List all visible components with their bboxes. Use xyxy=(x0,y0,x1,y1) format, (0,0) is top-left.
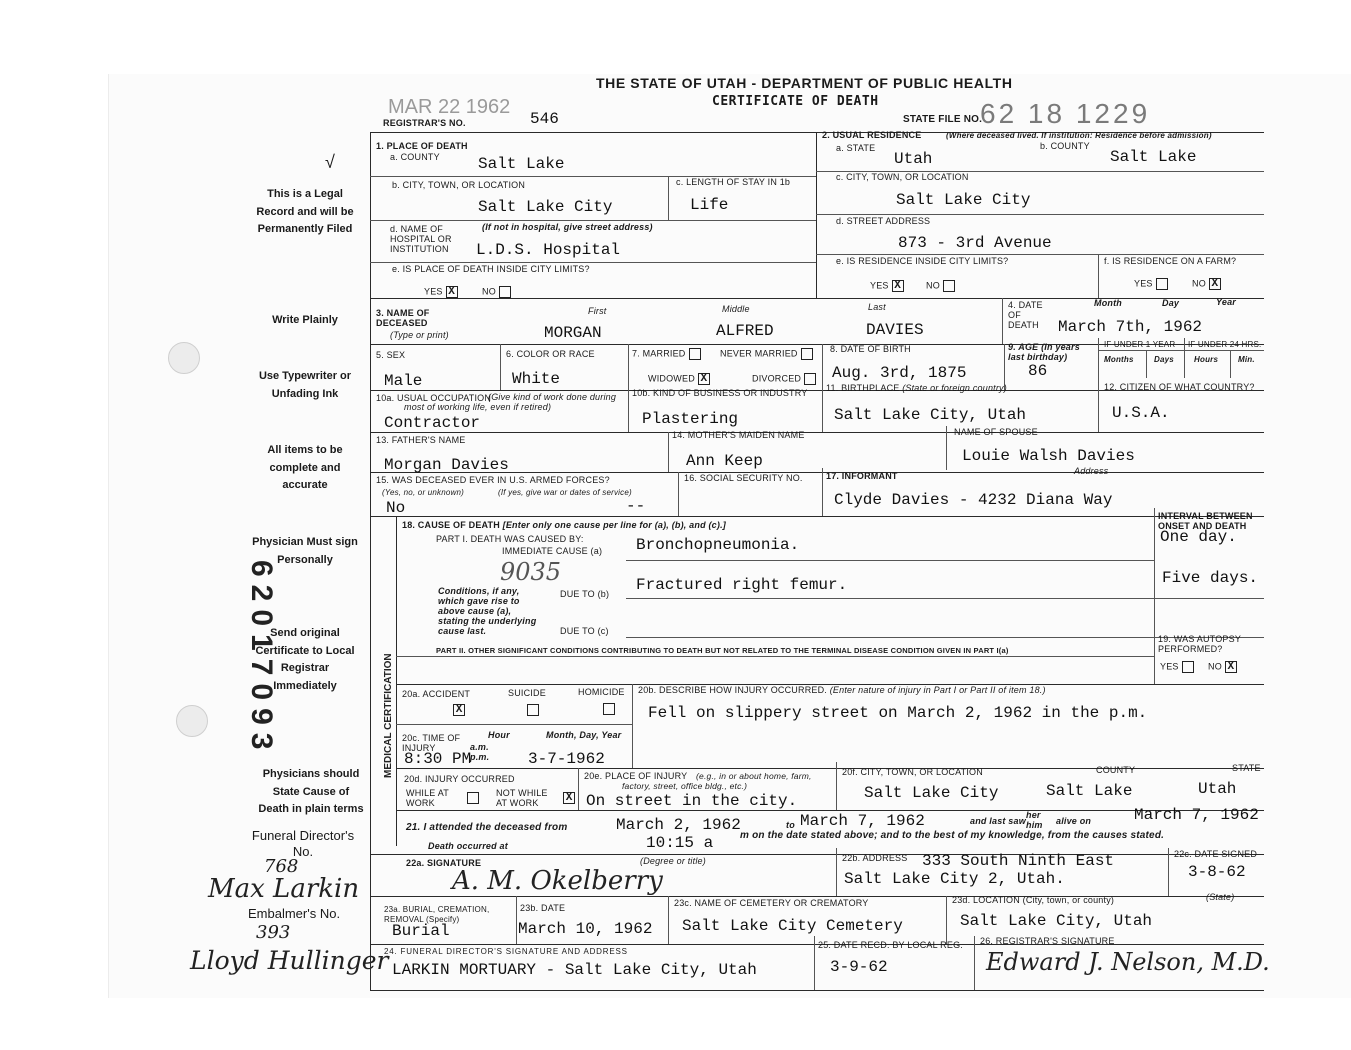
accident-label: 20a. ACCIDENT xyxy=(402,689,471,699)
embalmer-number: 393 xyxy=(256,922,291,943)
divorced-checkbox[interactable] xyxy=(804,373,816,385)
place-of-injury-note: (e.g., in or about home, farm, factory, street, office bldg., etc.) xyxy=(622,771,812,791)
mother-maiden-name-value: Ann Keep xyxy=(686,452,763,470)
date-of-death-label: 4. DATE OF DEATH xyxy=(1008,300,1043,330)
divider-5-6 xyxy=(500,344,501,390)
accident-checkbox[interactable]: X xyxy=(453,704,465,716)
row-line-24 xyxy=(370,944,1264,945)
injury-city-value: Salt Lake City xyxy=(864,784,999,802)
residence-state-label: a. STATE xyxy=(836,143,876,153)
hospital-value: L.D.S. Hospital xyxy=(476,241,621,259)
last-saw-label: and last saw xyxy=(970,816,1026,826)
death-occurred-statement: m on the date stated above; and to the best of my knowledge, from the causes stated. xyxy=(740,830,1165,841)
length-of-stay-label: c. LENGTH OF STAY IN 1b xyxy=(676,177,791,187)
divider-under-a xyxy=(1146,350,1147,378)
divider-23c-23d xyxy=(946,896,947,944)
line-cause-b xyxy=(626,598,1264,599)
due-to-b-label: DUE TO (b) xyxy=(560,589,610,599)
binder-hole-bottom xyxy=(176,705,208,737)
date-signed-label: 22c. DATE SIGNED xyxy=(1174,849,1258,859)
divider-20d-20e xyxy=(578,768,579,810)
row-line-23 xyxy=(370,896,1264,897)
received-date-stamp: MAR 22 1962 xyxy=(388,96,511,118)
row-line-2c xyxy=(816,214,1264,215)
divider-3-4 xyxy=(1002,298,1003,344)
age-value: 86 xyxy=(1028,362,1048,380)
death-inside-city-yes: YES X xyxy=(424,286,458,298)
age-label: 9. AGE (In years last birthday) xyxy=(1008,342,1080,362)
residence-farm-yes-checkbox[interactable] xyxy=(1156,278,1168,290)
cemetery-value: Salt Lake City Cemetery xyxy=(682,917,903,935)
autopsy-no: NO X xyxy=(1208,661,1237,673)
autopsy-yes-checkbox[interactable] xyxy=(1182,661,1194,673)
sidebar-physician-sign: Physician Must sign Personally xyxy=(252,536,358,566)
divider-part2-autopsy xyxy=(1154,630,1155,684)
part1-label: PART I. DEATH WAS CAUSED BY: xyxy=(436,534,584,544)
death-inside-city-label: e. IS PLACE OF DEATH INSIDE CITY LIMITS? xyxy=(392,264,590,274)
sidebar-all-items: All items to be complete and accurate xyxy=(267,444,343,491)
place-of-injury-label: 20e. PLACE OF INJURY xyxy=(584,771,688,781)
divider-20e-20f xyxy=(836,762,837,810)
date-of-birth-label: 8. DATE OF BIRTH xyxy=(830,344,911,354)
divider-9-under xyxy=(1098,338,1099,378)
divider-2e-2f xyxy=(1098,254,1099,298)
race-label: 6. COLOR OR RACE xyxy=(506,349,595,359)
divider-20a-20b xyxy=(632,684,633,768)
place-of-injury-value: On street in the city. xyxy=(586,792,798,810)
row-line-13 xyxy=(370,432,1264,433)
divider-14-spouse xyxy=(946,426,947,470)
while-at-work-label: WHILE AT WORK xyxy=(406,788,449,808)
hours-label: Hours xyxy=(1194,355,1219,364)
attended-to-value: March 7, 1962 xyxy=(800,812,925,830)
part2-label: PART II. OTHER SIGNIFICANT CONDITIONS CONTRIBUTING TO DEATH BUT NOT RELATED TO THE TERMINAL DISEASE CONDITION GIVEN IN PART I(a) xyxy=(436,646,1009,655)
residence-inside-city-no-checkbox[interactable] xyxy=(943,280,955,292)
burial-value: Burial xyxy=(392,922,450,940)
am-pm-label: a.m. p.m. xyxy=(470,742,490,762)
father-name-label: 13. FATHER'S NAME xyxy=(376,435,466,445)
row-line-3 xyxy=(370,298,1264,299)
row-line-18 xyxy=(370,516,1264,517)
alive-on-value: March 7, 1962 xyxy=(1134,806,1259,824)
occupation-label: 10a. USUAL OCCUPATION xyxy=(376,393,492,403)
cause-code-handwritten: 9035 xyxy=(500,558,562,586)
state-file-number: 62 18 1229 xyxy=(980,98,1151,129)
funeral-director-sig-label: 24. FUNERAL DIRECTOR'S SIGNATURE AND ADDRESS xyxy=(384,947,628,956)
embalmer-signature: Lloyd Hullinger xyxy=(190,946,389,975)
spouse-name-value: Louie Walsh Davies xyxy=(962,447,1135,465)
time-of-injury-label: 20c. TIME OF INJURY xyxy=(402,733,461,753)
row-line-1b xyxy=(370,220,816,221)
social-security-label: 16. SOCIAL SECURITY NO. xyxy=(684,473,803,483)
row-line-1d xyxy=(370,262,816,263)
funeral-director-sig-value: LARKIN MORTUARY - Salt Lake City, Utah xyxy=(392,961,757,979)
married-checkbox[interactable] xyxy=(689,348,701,360)
attended-from-value: March 2, 1962 xyxy=(616,816,741,834)
vertical-serial-number-svg xyxy=(218,560,278,820)
mother-maiden-name-label: 14. MOTHER'S MAIDEN NAME xyxy=(672,430,805,440)
divider-11-12 xyxy=(1098,378,1099,432)
medical-section-border xyxy=(396,516,397,846)
form-bottom-border xyxy=(370,990,1264,991)
hospital-label: d. NAME OF HOSPITAL OR INSTITUTION xyxy=(390,224,452,254)
medical-certification-text: MEDICAL CERTIFICATION xyxy=(383,653,394,778)
sidebar-physicians-should: Physicians should State Cause of Death in plain terms xyxy=(258,768,364,815)
physician-address-line2: Salt Lake City 2, Utah. xyxy=(844,870,1065,888)
burial-date-value: March 10, 1962 xyxy=(518,920,653,938)
date-year-label: Year xyxy=(1216,297,1236,307)
divider-under-c xyxy=(1230,350,1231,378)
divider-15-16 xyxy=(678,472,679,516)
divider-10a-10b xyxy=(628,390,629,432)
race-value: White xyxy=(512,370,561,388)
time-of-injury-value: 8:30 PM xyxy=(404,750,472,768)
death-inside-city-no: NO xyxy=(482,286,511,298)
interval-b-value: Five days. xyxy=(1162,569,1259,587)
her-him-label: her him xyxy=(1026,810,1043,830)
form-divider-1-2 xyxy=(816,132,817,298)
attended-to-label: to xyxy=(786,820,795,830)
death-county-label: a. COUNTY xyxy=(390,152,440,162)
date-received-value: 3-9-62 xyxy=(830,958,888,976)
marital-divorced: DIVORCED xyxy=(752,373,816,385)
burial-location-state-label: (State) xyxy=(1206,892,1235,902)
death-inside-city-no-checkbox[interactable] xyxy=(499,286,511,298)
residence-street-value: 873 - 3rd Avenue xyxy=(898,234,1052,252)
death-inside-city-yes-checkbox[interactable]: X xyxy=(446,286,458,298)
citizen-value: U.S.A. xyxy=(1112,404,1170,422)
residence-inside-city-label: e. IS RESIDENCE INSIDE CITY LIMITS? xyxy=(836,256,1009,266)
autopsy-yes: YES xyxy=(1160,661,1194,673)
conditions-note: Conditions, if any, which gave rise to above cause (a), stating the underlying cause last. xyxy=(438,586,537,636)
residence-inside-city-yes-checkbox[interactable]: X xyxy=(892,280,904,292)
divider-interval xyxy=(1154,508,1155,630)
row-line-22 xyxy=(370,854,1264,855)
autopsy-no-checkbox[interactable]: X xyxy=(1225,661,1237,673)
divider-23a-23b xyxy=(516,896,517,944)
divider-7-8 xyxy=(822,344,823,390)
divider-23b-23c xyxy=(668,896,669,944)
divider-under-b xyxy=(1184,338,1185,378)
under-one-year-label: IF UNDER 1 YEAR xyxy=(1104,340,1176,349)
injury-county-label: COUNTY xyxy=(1096,765,1136,775)
medical-certification-vertical xyxy=(378,648,396,783)
informant-label: 17. INFORMANT xyxy=(826,471,898,481)
physician-address-line1: 333 South Ninth East xyxy=(922,852,1115,870)
armed-forces-note-a: (Yes, no, or unknown) xyxy=(382,488,465,497)
residence-street-label: d. STREET ADDRESS xyxy=(836,216,931,226)
state-file-label: STATE FILE NO. xyxy=(903,114,983,125)
date-day-label: Day xyxy=(1162,298,1180,308)
line-cause-a xyxy=(626,560,1154,561)
divider-6-7 xyxy=(628,344,629,390)
injury-city-label: 20f. CITY, TOWN, OR LOCATION xyxy=(842,767,983,777)
injury-occurred-label: 20d. INJURY OCCURRED xyxy=(404,774,515,784)
armed-forces-service: -- xyxy=(626,497,646,515)
suicide-checkbox[interactable] xyxy=(527,704,539,716)
degree-label: (Degree or title) xyxy=(640,856,706,866)
residence-farm-no-checkbox[interactable]: X xyxy=(1209,278,1221,290)
suicide-label: SUICIDE xyxy=(508,688,546,698)
registrar-signature-label: 26. REGISTRAR'S SIGNATURE xyxy=(980,936,1115,946)
binder-hole-top xyxy=(168,342,200,374)
last-name-value: DAVIES xyxy=(866,321,924,339)
armed-forces-label: 15. WAS DECEASED EVER IN U.S. ARMED FORCES? xyxy=(376,475,610,485)
attended-from-label: 21. I attended the deceased from xyxy=(406,822,568,833)
autopsy-label: 19. WAS AUTOPSY PERFORMED? xyxy=(1158,634,1241,654)
row-line-under-age xyxy=(1098,350,1264,351)
form-left-border xyxy=(370,132,371,990)
residence-inside-city-yes: YES X xyxy=(870,280,904,292)
business-value: Plastering xyxy=(642,410,739,428)
death-occurred-time: 10:15 a xyxy=(646,834,714,852)
funeral-director-number: 768 xyxy=(264,856,299,877)
sidebar-send-original: Send original Certificate to Local Registrar Immediately xyxy=(255,627,355,692)
immediate-cause-label: IMMEDIATE CAUSE (a) xyxy=(502,546,603,556)
interval-label: INTERVAL BETWEEN ONSET AND DEATH xyxy=(1158,511,1253,531)
armed-forces-value: No xyxy=(386,499,406,517)
funeral-director-signature: Max Larkin xyxy=(208,874,360,904)
residence-city-value: Salt Lake City xyxy=(896,191,1031,209)
months-label: Months xyxy=(1104,355,1134,364)
first-name-label: First xyxy=(588,306,607,316)
cemetery-label: 23c. NAME OF CEMETERY OR CREMATORY xyxy=(674,898,869,908)
middle-name-label: Middle xyxy=(722,304,750,314)
describe-injury-value: Fell on slippery street on March 2, 1962 in the p.m. xyxy=(648,704,1148,722)
armed-forces-note-b: (If yes, give war or dates of service) xyxy=(498,488,632,497)
birthplace-value: Salt Lake City, Utah xyxy=(834,406,1027,424)
date-of-death-value: March 7th, 1962 xyxy=(1058,318,1203,336)
injury-state-label: STATE xyxy=(1232,763,1261,773)
deceased-name-note: (Type or print) xyxy=(390,330,449,340)
marital-never-married: NEVER MARRIED xyxy=(720,348,813,360)
registrar-signature: Edward J. Nelson, M.D. xyxy=(986,948,1270,976)
usual-residence-label: 2. USUAL RESIDENCE xyxy=(822,130,922,140)
vertical-serial-number: 62017093 xyxy=(245,560,278,758)
sidebar-legal-record: This is a Legal Record and will be Permanently Filed xyxy=(256,188,354,235)
burial-label: 23a. BURIAL, CREMATION, REMOVAL (Specify) xyxy=(384,905,490,924)
father-name-value: Morgan Davies xyxy=(384,456,509,474)
due-to-c-label: DUE TO (c) xyxy=(560,626,609,636)
informant-address-label: Address xyxy=(1074,466,1109,476)
injury-county-value: Salt Lake xyxy=(1046,782,1133,800)
line-part2 xyxy=(396,656,1154,657)
divider-25-26 xyxy=(974,936,975,990)
registrar-no-label: REGISTRAR'S NO. xyxy=(383,118,466,128)
divider-24-25 xyxy=(814,936,815,990)
informant-value: Clyde Davies - 4232 Diana Way xyxy=(834,491,1113,509)
date-signed-value: 3-8-62 xyxy=(1188,863,1246,881)
alive-on-label: alive on xyxy=(1056,816,1092,826)
row-line-2d xyxy=(816,254,1264,255)
homicide-checkbox[interactable] xyxy=(603,703,615,715)
month-day-year-label: Month, Day, Year xyxy=(546,730,622,740)
place-of-death-label: 1. PLACE OF DEATH xyxy=(376,141,468,151)
sidebar-funeral-director-no: Funeral Director's No. xyxy=(251,828,355,859)
deceased-name-label: 3. NAME OF DECEASED xyxy=(376,308,430,328)
days-label: Days xyxy=(1154,355,1174,364)
date-received-label: 25. DATE RECD. BY LOCAL REG. xyxy=(818,940,963,950)
death-county-value: Salt Lake xyxy=(478,155,565,173)
homicide-label: HOMICIDE xyxy=(578,687,625,697)
not-while-at-work-label: NOT WHILE AT WORK xyxy=(496,788,548,808)
burial-date-label: 23b. DATE xyxy=(520,903,566,913)
medical-certification-svg xyxy=(378,648,396,778)
cause-of-death-label: 18. CAUSE OF DEATH [Enter only one cause per line for (a), (b), and (c).] xyxy=(402,520,726,530)
date-month-label: Month xyxy=(1094,298,1122,308)
hour-label: Hour xyxy=(488,730,510,740)
hospital-note: (If not in hospital, give street address) xyxy=(482,222,653,232)
death-occurred-label: Death occurred at xyxy=(428,841,508,851)
residence-farm-label: f. IS RESIDENCE ON A FARM? xyxy=(1104,256,1237,266)
date-of-birth-value: Aug. 3rd, 1875 xyxy=(832,364,967,382)
sidebar-embalmer-no: Embalmer's No. xyxy=(248,906,341,921)
burial-location-label: 23d. LOCATION (City, town, or county) xyxy=(952,895,1115,905)
minutes-label: Min. xyxy=(1238,355,1255,364)
immediate-cause-value: Bronchopneumonia. xyxy=(636,536,800,554)
marital-widowed: WIDOWED X xyxy=(648,373,710,385)
sex-value: Male xyxy=(384,372,423,390)
last-name-label: Last xyxy=(868,302,886,312)
divider-10b-11 xyxy=(822,390,823,432)
residence-state-value: Utah xyxy=(894,150,933,168)
occupation-value: Contractor xyxy=(384,414,481,432)
row-line-20c xyxy=(396,724,632,725)
check-mark: √ xyxy=(325,152,335,172)
describe-injury-label: 20b. DESCRIBE HOW INJURY OCCURRED. (Enter nature of injury in Part I or Part II of item 18.) xyxy=(638,685,1046,695)
sidebar-typewriter: Use Typewriter or Unfading Ink xyxy=(258,370,352,400)
spouse-name-label: NAME OF SPOUSE xyxy=(954,427,1038,437)
physician-signature: A. M. Okelberry xyxy=(452,866,663,896)
divider-1b-1c xyxy=(668,176,669,220)
length-of-stay-value: Life xyxy=(690,196,729,214)
sidebar-write-plainly: Write Plainly xyxy=(272,314,338,326)
residence-farm-yes: YES xyxy=(1134,278,1168,290)
usual-residence-note: (Where deceased lived. If institution: Residence before admission) xyxy=(946,131,1212,140)
while-at-work-checkbox[interactable] xyxy=(467,792,479,804)
residence-county-value: Salt Lake xyxy=(1110,148,1197,166)
injury-state-value: Utah xyxy=(1198,780,1237,798)
not-while-at-work-checkbox[interactable]: X xyxy=(563,792,575,804)
first-name-value: MORGAN xyxy=(544,324,602,342)
divider-16-17 xyxy=(822,468,823,516)
residence-county-label: b. COUNTY xyxy=(1040,141,1090,151)
certificate-title: CERTIFICATE OF DEATH xyxy=(712,94,879,109)
divider-13-14 xyxy=(668,432,669,472)
death-city-label: b. CITY, TOWN, OR LOCATION xyxy=(392,180,526,190)
signature-label: 22a. SIGNATURE xyxy=(406,858,482,868)
marital-married: 7. MARRIED xyxy=(632,348,701,360)
residence-inside-city-no: NO xyxy=(926,280,955,292)
state-dept-heading: THE STATE OF UTAH - DEPARTMENT OF PUBLIC HEALTH xyxy=(596,75,1013,91)
citizen-label: 12. CITIZEN OF WHAT COUNTRY? xyxy=(1104,382,1255,392)
date-of-injury-value: 3-7-1962 xyxy=(528,750,605,768)
business-label: 10b. KIND OF BUSINESS OR INDUSTRY xyxy=(632,388,808,398)
divider-22a-22b xyxy=(836,848,837,896)
burial-location-value: Salt Lake City, Utah xyxy=(960,912,1153,930)
widowed-checkbox[interactable]: X xyxy=(698,373,710,385)
divider-22b-22c xyxy=(1168,848,1169,896)
residence-city-label: c. CITY, TOWN, OR LOCATION xyxy=(836,172,969,182)
occupation-note: (Give kind of work done during most of working life, even if retired) xyxy=(404,392,617,412)
under-24-hours-label: IF UNDER 24 HRS. xyxy=(1188,340,1262,349)
residence-farm-no: NO X xyxy=(1192,278,1221,290)
interval-a-value: One day. xyxy=(1160,528,1237,546)
sex-label: 5. SEX xyxy=(376,350,406,360)
middle-name-value: ALFRED xyxy=(716,322,774,340)
registrar-no-value: 546 xyxy=(530,110,559,128)
death-city-value: Salt Lake City xyxy=(478,198,613,216)
birthplace-label: 11. BIRTHPLACE (State or foreign country) xyxy=(826,383,1007,393)
never-married-checkbox[interactable] xyxy=(801,348,813,360)
due-to-b-value: Fractured right femur. xyxy=(636,576,848,594)
physician-address-label: 22b. ADDRESS xyxy=(842,853,908,863)
